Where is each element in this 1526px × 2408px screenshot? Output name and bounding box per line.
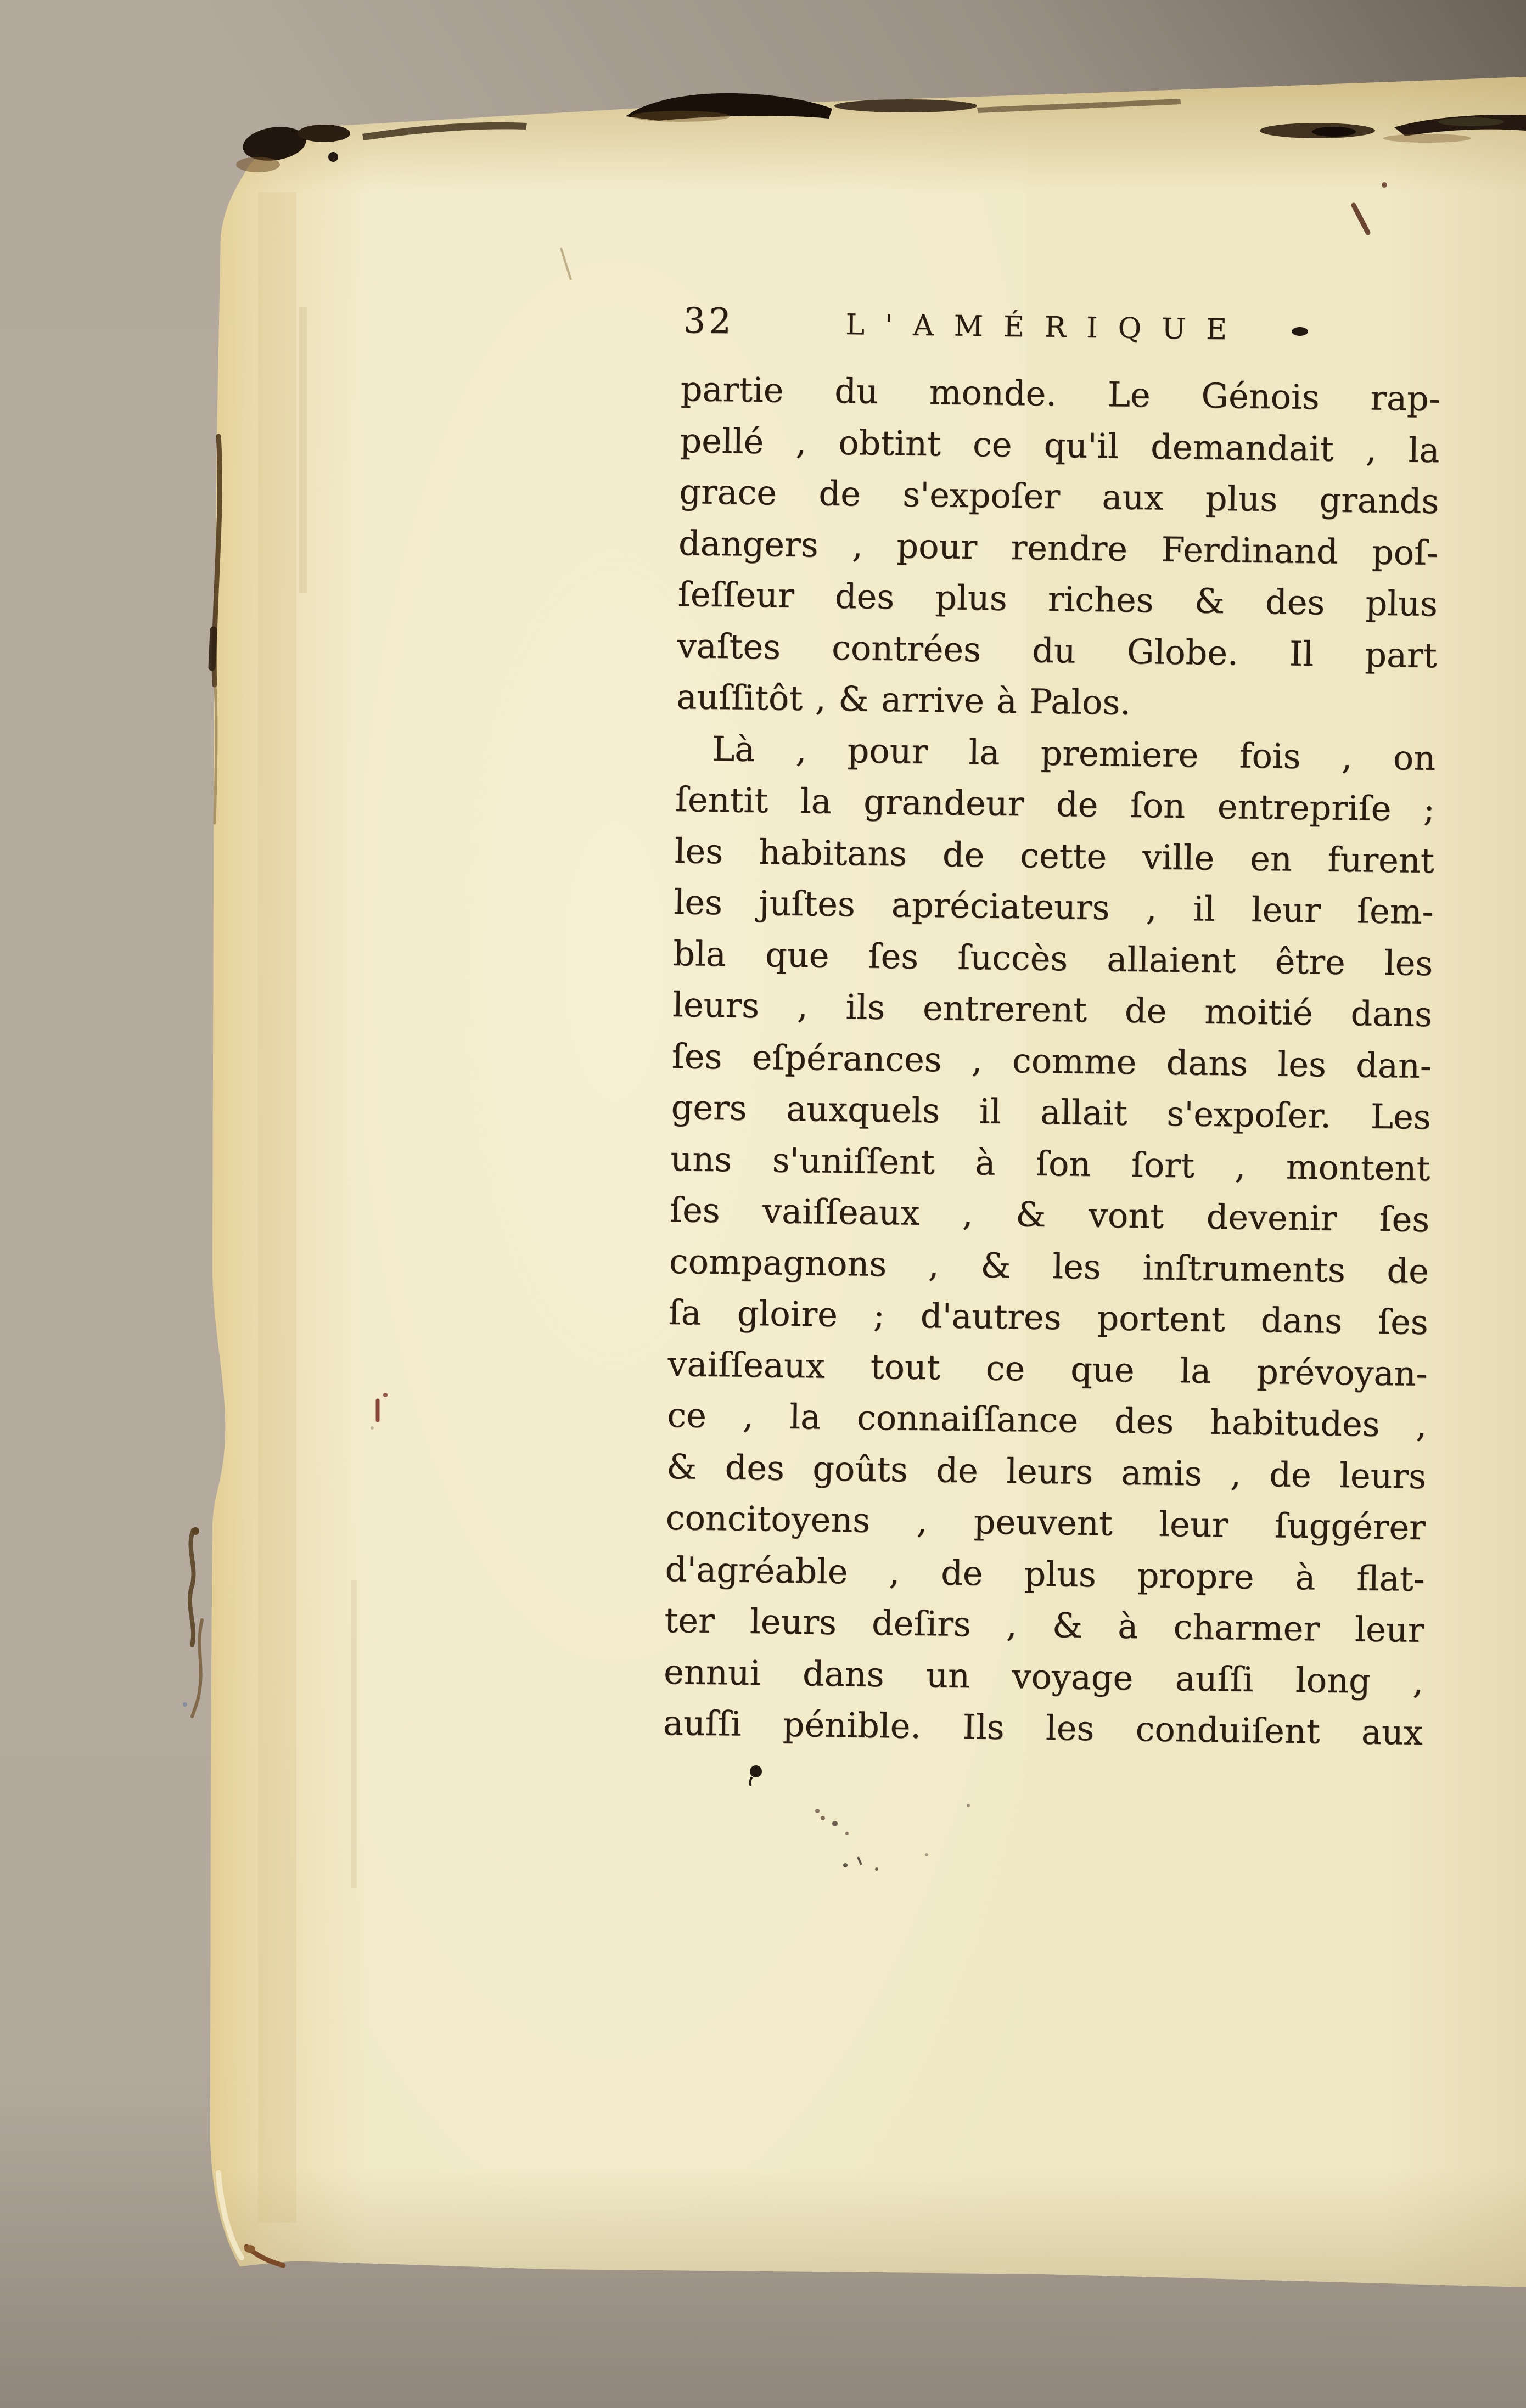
text-line: partie du monde. Le Génois rap- — [680, 369, 1441, 419]
text-line: gers auxquels il allait s'expoſer. Les — [671, 1087, 1432, 1137]
text-line: bla que ſes ſuccès allaient être les — [672, 933, 1433, 983]
body-text — [663, 363, 1440, 1758]
text-line: ce , la connaiſſance des habitudes , — [666, 1394, 1427, 1445]
text-line: auſſitôt , & arrive à Palos. — [676, 676, 1131, 723]
text-line: vaſtes contrées du Globe. Il part — [677, 625, 1438, 676]
text-line: compagnons , & les inſtruments de — [669, 1241, 1429, 1291]
text-line: uns s'uniſſent à ſon ſort , montent — [670, 1138, 1430, 1189]
page-number: 32 — [683, 301, 735, 342]
page-header — [683, 301, 1442, 360]
text-line: dangers , pour rendre Ferdinand poſ- — [678, 522, 1439, 573]
text-line: ter leurs deſirs , & à charmer leur — [664, 1600, 1424, 1650]
text-line: ſes vaiſſeaux , & vont devenir ſes — [669, 1189, 1430, 1240]
text-line: ſes eſpérances , comme dans les dan- — [671, 1036, 1432, 1086]
text-line: ſeſſeur des plus riches & des plus — [677, 573, 1438, 624]
text-line: leurs , ils entrerent de moitié dans — [672, 984, 1433, 1035]
text-line: pellé , obtint ce qu'il demandait , la — [680, 420, 1440, 470]
text-line: grace de s'expoſer aux plus grands — [678, 471, 1439, 522]
text-line: d'agréable , de plus propre à flat- — [665, 1549, 1426, 1599]
text-line: auſſi pénible. Ils les conduiſent aux — [663, 1702, 1423, 1753]
text-line: ſentit la grandeur de ſon entrepriſe ; — [675, 779, 1435, 830]
text-line: les habitans de cette ville en furent — [674, 830, 1435, 881]
text-line: concitoyens , peuvent leur ſuggérer — [665, 1497, 1426, 1548]
text-line: ennui dans un voyage auſſi long , — [663, 1651, 1424, 1702]
text-line: & des goûts de leurs amis , de leurs — [666, 1446, 1427, 1496]
text-line: ſa gloire ; d'autres portent dans ſes — [668, 1292, 1429, 1342]
text-line: Là , pour la premiere fois , on — [711, 728, 1436, 778]
text-line: vaiſſeaux tout ce que la prévoyan- — [667, 1343, 1428, 1394]
text-line: les juſtes apréciateurs , il leur ſem- — [674, 881, 1434, 932]
running-title: L'AMÉRIQUE — [845, 308, 1248, 347]
